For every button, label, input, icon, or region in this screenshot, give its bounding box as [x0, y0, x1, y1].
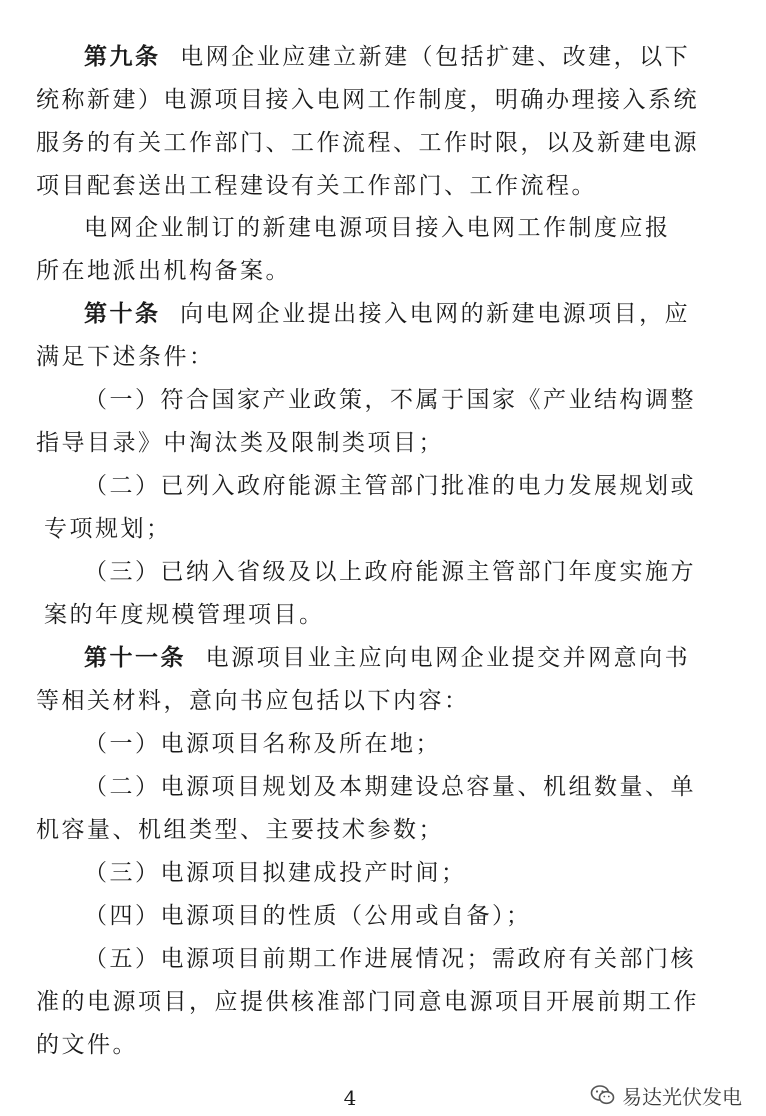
article-11-clause-4: （四）电源项目的性质（公用或自备）； — [84, 903, 532, 929]
article-10-line-2: 满足下述条件： — [36, 344, 215, 370]
article-10-clause-1-line-1: （一）符合国家产业政策，不属于国家《产业结构调整 — [84, 387, 696, 413]
article-11-line-2: 等相关材料，意向书应包括以下内容： — [36, 688, 470, 714]
article-10-clause-1-line-2: 指导目录》中淘汰类及限制类项目； — [36, 430, 444, 456]
article-10-clause-2-line-1: （二）已列入政府能源主管部门批准的电力发展规划或 — [84, 473, 696, 499]
article-11-heading: 第十一条 — [84, 644, 186, 671]
article-10-clause-2-line-2: 专项规划； — [44, 516, 172, 542]
article-11-clause-5-line-3: 的文件。 — [36, 1032, 138, 1058]
article-11-clause-5-line-2: 准的电源项目，应提供核准部门同意电源项目开展前期工作 — [36, 989, 699, 1015]
article-10-clause-3-line-2: 案的年度规模管理项目。 — [44, 602, 325, 628]
article-10-text: 向电网企业提出接入电网的新建电源项目，应 — [180, 301, 691, 327]
article-10-line-1 — [84, 299, 690, 329]
article-9-line-3: 服务的有关工作部门、工作流程、工作时限，以及新建电源 — [36, 130, 699, 156]
article-10-clause-3-line-1: （三）已纳入省级及以上政府能源主管部门年度实施方 — [84, 559, 696, 585]
article-11-text: 电源项目业主应向电网企业提交并网意向书 — [205, 645, 691, 671]
article-11-clause-3: （三）电源项目拟建成投产时间； — [84, 860, 467, 886]
article-10-heading: 第十条 — [84, 300, 161, 327]
watermark-label: 易达光伏发电 — [622, 1084, 742, 1109]
article-9-line-4: 项目配套送出工程建设有关工作部门、工作流程。 — [36, 173, 597, 199]
article-11-line-1 — [84, 643, 690, 673]
article-11-clause-2-line-2: 机容量、机组类型、主要技术参数； — [36, 817, 444, 843]
article-9-heading: 第九条 — [84, 43, 161, 70]
wechat-icon — [590, 1082, 616, 1108]
article-11-clause-2-line-1: （二）电源项目规划及本期建设总容量、机组数量、单 — [84, 774, 696, 800]
article-9-line-2: 统称新建）电源项目接入电网工作制度，明确办理接入系统 — [36, 87, 699, 113]
article-11-clause-5-line-1: （五）电源项目前期工作进展情况；需政府有关部门核 — [84, 946, 696, 972]
article-9-line-1 — [84, 42, 690, 72]
page-number: 4 — [343, 1086, 357, 1110]
article-11-clause-1: （一）电源项目名称及所在地； — [84, 731, 441, 757]
article-9b-line-1: 电网企业制订的新建电源项目接入电网工作制度应报 — [84, 215, 671, 241]
article-9b-line-2: 所在地派出机构备案。 — [36, 258, 291, 284]
article-9-text: 电网企业应建立新建（包括扩建、改建，以下 — [180, 44, 691, 70]
wechat-watermark — [590, 1080, 742, 1110]
